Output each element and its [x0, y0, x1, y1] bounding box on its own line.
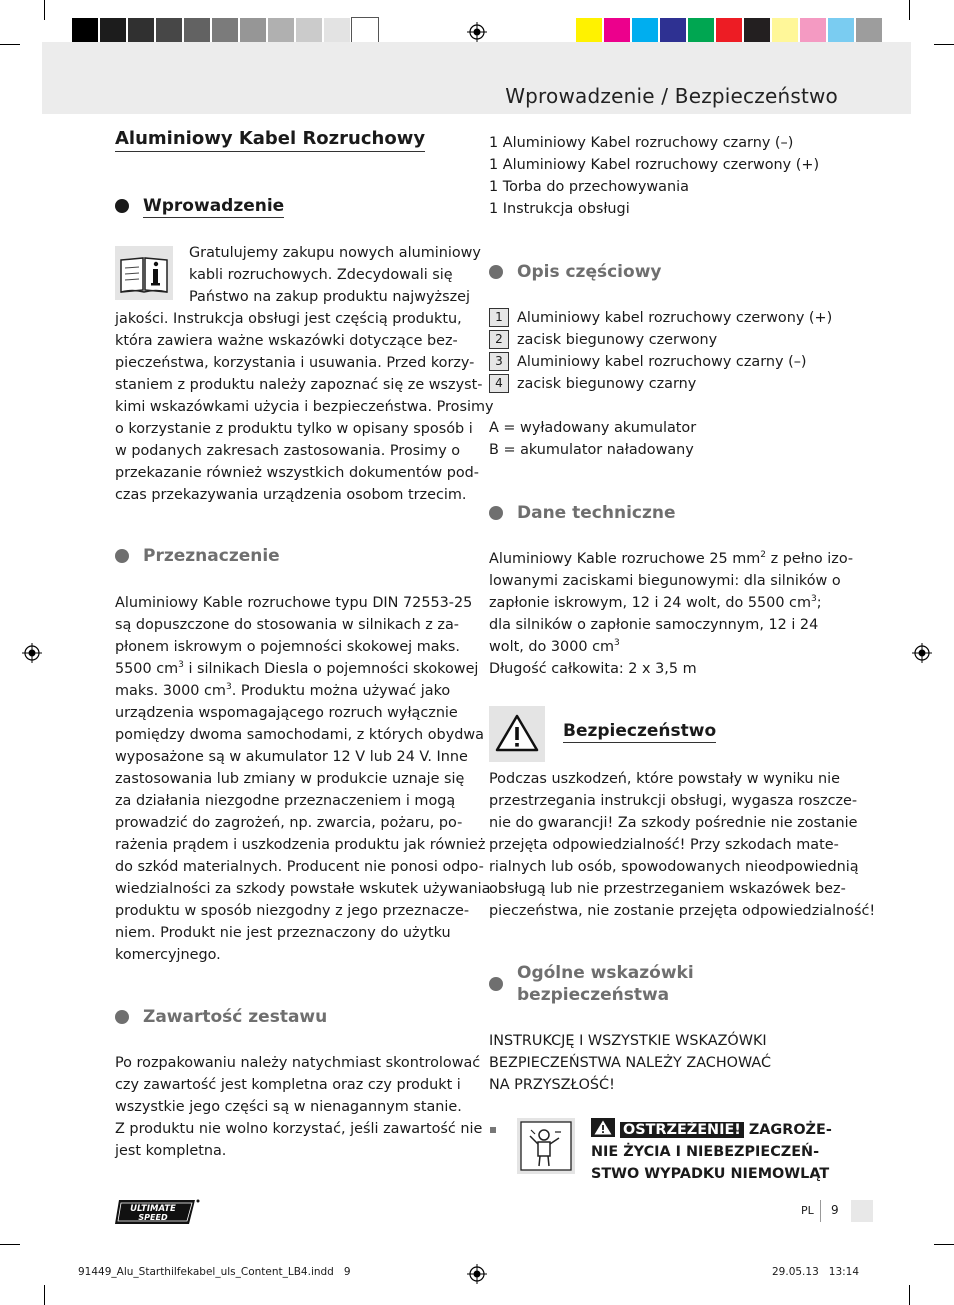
- part-label: zacisk biegunowy czerwony: [517, 332, 718, 348]
- part-label: Aluminiowy kabel rozruchowy czarny (–): [517, 354, 807, 370]
- text-line: [115, 680, 490, 702]
- contents-list: [489, 132, 819, 220]
- text-line: NA PRZYSZŁOŚĆ!: [489, 1077, 615, 1093]
- text-line: urządzenia wspomagającego rozruch wyłącznie: [115, 705, 458, 721]
- brand-logo: [115, 1196, 201, 1228]
- safety-paragraph: [489, 768, 875, 922]
- text-line: Z produktu nie wolno korzystać, jeśli zawartość nie: [115, 1121, 483, 1137]
- text-line: kabli rozruchowych. Zdecydowali się: [189, 267, 453, 283]
- text-line: niem. Produkt nie jest przeznaczony do użytku: [115, 925, 451, 941]
- text-line: dla silników o zapłonie samoczynnym, 12 i 24: [489, 617, 819, 633]
- text-line: Długość całkowita: 2 x 3,5 m: [489, 661, 697, 677]
- text-line: przejęta odpowiedzialność! Przy szkodach mate-: [489, 837, 839, 853]
- registration-mark-icon: [467, 1264, 487, 1284]
- page-number-box: [851, 1200, 873, 1222]
- crop-mark: [909, 0, 910, 20]
- text-line: NIE ŻYCIA I NIEBEZPIECZEŃ-: [591, 1144, 820, 1160]
- section-heading-purpose: Przeznaczenie: [115, 546, 280, 566]
- text-line: obsługą lub nie przestrzeganiem wskazówek bez-: [489, 881, 846, 897]
- section-heading-text: Bezpieczeństwo: [563, 721, 717, 741]
- text-line: rialnych lub osób, spowodowanych nieodpowiednią: [489, 859, 859, 875]
- text-line: która zawiera ważne wskazówki dotyczące bez-: [115, 333, 458, 349]
- list-item: [489, 351, 832, 373]
- text-line: są dopuszczone do stosowania w silnikach z za-: [115, 617, 459, 633]
- text-line: Państwo na zakup produktu najwyższej: [189, 289, 471, 305]
- list-item: 1 Torba do przechowywania: [489, 179, 689, 195]
- crop-mark: [44, 1285, 45, 1305]
- print-slug-date: 29.05.13 13:14: [772, 1266, 860, 1278]
- list-item: [489, 307, 832, 329]
- print-slug-file: 91449_Alu_Starthilfekabel_uls_Content_LB4.indd 9: [78, 1266, 351, 1278]
- warning-triangle-icon: [489, 706, 545, 762]
- text-line: w podanych zakresach zastosowania. Prosimy o: [115, 443, 461, 459]
- logo-text-bottom: SPEED: [138, 1213, 168, 1222]
- child-danger-icon: [517, 1118, 575, 1174]
- text-line: jakości. Instrukcja obsługi jest częścią produktu,: [115, 311, 462, 327]
- text-line: produktu w sposób niezgodny z jego przeznacze-: [115, 903, 470, 919]
- text-line: przekazanie również wszystkich dokumentów pod-: [115, 465, 479, 481]
- crop-mark: [0, 44, 20, 45]
- part-label: zacisk biegunowy czarny: [517, 376, 697, 392]
- text-line: [489, 592, 853, 614]
- superscript: 3: [810, 594, 817, 605]
- section-heading-parts: Opis częściowy: [489, 262, 661, 282]
- list-item: 1 Aluminiowy Kabel rozruchowy czarny (–): [489, 135, 794, 151]
- text-line: lowanymi zaciskami biegunowymi: dla silników o: [489, 573, 841, 589]
- superscript: 2: [760, 550, 767, 561]
- text-line: [489, 636, 853, 658]
- bullet-square: [490, 1127, 496, 1133]
- text-line: kimi wskazówkami użycia i bezpieczeństwa. Prosimy: [115, 399, 494, 415]
- text-segment: wolt, do 3000 cm: [489, 639, 615, 655]
- text-line: Aluminiowy Kable rozruchowe typu DIN 72553-25: [115, 595, 473, 611]
- text-line: [115, 658, 490, 680]
- text-segment: i silnikach Diesla o pojemności skokowej: [183, 661, 479, 677]
- heading-line: bezpieczeństwa: [517, 985, 670, 1005]
- text-line: STWO WYPADKU NIEMOWLĄT: [591, 1166, 830, 1182]
- section-heading-intro: [115, 196, 284, 216]
- text-line: rażenia prądem i uszkodzenia produktu jak również: [115, 837, 486, 853]
- contents-paragraph: [115, 1052, 482, 1162]
- part-number-badge: 1: [489, 308, 509, 327]
- page-number: 9: [831, 1203, 839, 1217]
- crop-mark: [909, 1285, 910, 1305]
- text-segment: ;: [816, 595, 822, 611]
- section-heading-safety: [563, 721, 716, 741]
- text-segment: maks. 3000 cm: [115, 683, 226, 699]
- text-line: INSTRUKCJĘ I WSZYSTKIE WSKAZÓWKI: [489, 1033, 767, 1049]
- language-code: PL: [801, 1204, 814, 1217]
- text-line: komercyjnego.: [115, 947, 221, 963]
- product-title: Aluminiowy Kabel Rozruchowy: [115, 128, 425, 152]
- section-heading-general-safety: [489, 962, 694, 1006]
- text-segment: . Produktu można używać jako: [231, 683, 451, 699]
- registration-mark-icon: [912, 643, 932, 663]
- text-line: BEZPIECZEŃSTWA NALEŻY ZACHOWAĆ: [489, 1055, 772, 1071]
- crop-mark: [934, 44, 954, 45]
- text-line: płonem iskrowym o pojemności skokowej maks.: [115, 639, 460, 655]
- text-line: czy zawartość jest kompletna oraz czy produkt i: [115, 1077, 461, 1093]
- text-line: nie do gwarancji! Za szkody pośrednie nie zostanie: [489, 815, 858, 831]
- text-line: [489, 548, 853, 570]
- text-line: wiedzialności za szkody powstałe wskutek używania: [115, 881, 491, 897]
- text-line: staniem z produktu należy zapoznać się ze wszyst-: [115, 377, 483, 393]
- registration-mark-icon: [22, 643, 42, 663]
- list-item: 1 Instrukcja obsługi: [489, 201, 630, 217]
- legend-line: A = wyładowany akumulator: [489, 420, 697, 436]
- part-number-badge: 2: [489, 330, 509, 349]
- text-line: wszystkie jego części są w nienagannym stanie.: [115, 1099, 462, 1115]
- list-item: [489, 373, 832, 395]
- superscript: 3: [614, 638, 620, 649]
- text-segment: ZAGROŻE-: [743, 1122, 832, 1138]
- warning-label: OSTRZEŻENIE!: [620, 1122, 744, 1138]
- part-number-badge: 4: [489, 374, 509, 393]
- list-item: 1 Aluminiowy Kabel rozruchowy czerwony (+): [489, 157, 820, 173]
- text-line: do szkód materialnych. Producent nie ponosi odpo-: [115, 859, 484, 875]
- text-line: pomiędzy dwoma samochodami, z których obydwa: [115, 727, 484, 743]
- text-line: [591, 1118, 832, 1141]
- section-heading-tech: Dane techniczne: [489, 503, 676, 523]
- text-line: za działania niezgodne przeznaczeniem i mogą: [115, 793, 456, 809]
- text-line: Gratulujemy zakupu nowych aluminiowy: [189, 245, 481, 261]
- registration-mark-icon: [467, 22, 487, 42]
- warning-small-icon: [591, 1118, 615, 1137]
- keep-instructions-notice: [489, 1030, 771, 1096]
- text-line: o korzystanie z produktu tylko w opisany sposób i: [115, 421, 473, 437]
- intro-paragraph: [115, 242, 493, 506]
- superscript: 3: [225, 682, 232, 693]
- list-item: [489, 329, 832, 351]
- text-segment: 5500 cm: [115, 661, 179, 677]
- warning-statement: [591, 1118, 832, 1185]
- part-number-badge: 3: [489, 352, 509, 371]
- part-label: Aluminiowy kabel rozruchowy czerwony (+): [517, 310, 833, 326]
- legend-line: B = akumulator naładowany: [489, 442, 694, 458]
- crop-mark: [934, 1244, 954, 1245]
- purpose-paragraph: [115, 592, 490, 966]
- text-line: Po rozpakowaniu należy natychmiast skontrolować: [115, 1055, 481, 1071]
- footer-divider: [820, 1200, 821, 1222]
- text-line: zastosowania lub zmiany w produkcie uznaje się: [115, 771, 465, 787]
- logo-text-top: ULTIMATE: [130, 1204, 176, 1214]
- text-segment: z pełno izo-: [766, 551, 854, 567]
- text-line: czas przekazywania urządzenia osobom trzecim.: [115, 487, 467, 503]
- tech-paragraph: [489, 548, 853, 680]
- parts-list: [489, 307, 832, 461]
- spacer: [489, 395, 832, 417]
- section-heading-text: Wprowadzenie: [143, 196, 285, 216]
- superscript: 3: [178, 660, 184, 671]
- crop-mark: [44, 0, 45, 20]
- text-line: prowadzić do zagrożeń, np. zwarcia, pożaru, po-: [115, 815, 463, 831]
- crop-mark: [0, 1244, 20, 1245]
- text-segment: zapłonie iskrowym, 12 i 24 wolt, do 5500 cm: [489, 595, 811, 611]
- section-heading-contents: Zawartość zestawu: [115, 1007, 327, 1027]
- heading-line: Ogólne wskazówki: [517, 963, 694, 983]
- page-header-title: Wprowadzenie / Bezpieczeństwo: [505, 84, 838, 108]
- text-line: jest kompletna.: [115, 1143, 227, 1159]
- text-line: pieczeństwa, nie zostanie przejęta odpowiedzialność!: [489, 903, 876, 919]
- text-line: Podczas uszkodzeń, które powstały w wyniku nie: [489, 771, 841, 787]
- text-line: pieczeństwa, korzystania i usuwania. Przed korzy-: [115, 355, 475, 371]
- text-line: wyposażone są w akumulator 12 V lub 24 V. Inne: [115, 749, 468, 765]
- text-line: przestrzegania instrukcji obsługi, wygasza roszcze-: [489, 793, 858, 809]
- text-segment: Aluminiowy Kable rozruchowe 25 mm: [489, 551, 761, 567]
